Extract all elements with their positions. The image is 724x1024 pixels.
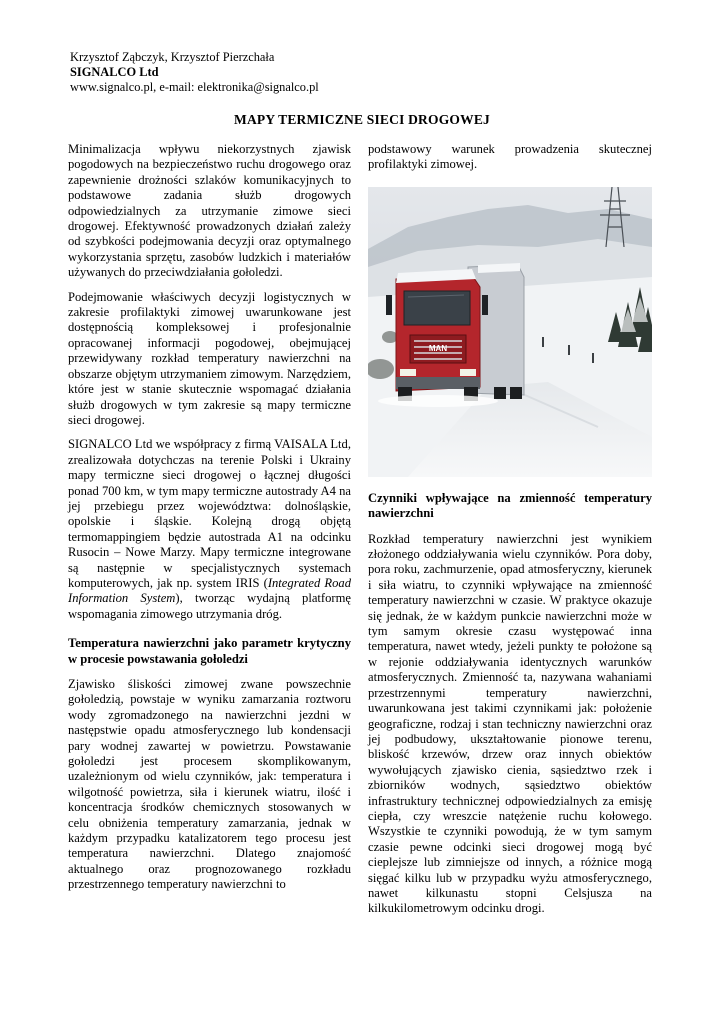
section-heading-temperature: Temperatura nawierzchni jako parametr krytyczny w procesie powstawania gołoledzi <box>68 636 351 666</box>
iris-expansion: Integrated Road Information System <box>68 575 351 606</box>
paragraph-decisions: Podejmowanie właściwych decyzji logistycznych w zakresie profilaktyki zimowej uwarunkowane jest dostępnością kompleksowej i profesjonalnie opracowanej informacji pogodowej, obejmującej przewidywany rozkład temperatury nawierzchni na obszarze objętym utrzymaniem zimowym. Narzędziem, które jest w stanie skutecznie wspomagać działania służb drogowych w tym zakresie są mapy termiczne sieci drogowej. <box>68 289 351 427</box>
paragraph-signalco <box>68 437 351 622</box>
paragraph-signalco-text-a: SIGNALCO Ltd we współpracy z firmą VAISALA Ltd, zrealizowała dotychczas na terenie Polski i Ukrainy mapy termiczne sieci drogowej o łącznej długości ponad 700 km, w tym mapy termiczne autostrady A4 na jej przebiegu przez województwa: dolnośląskie, opolskie i śląskie. Kolejną drogą objętą termomappingiem będzie autostrada A1 na odcinku Rusocin – Nowe Marzy. Mapy termiczne integrowane są następnie w specjalistycznych systemach komputerowych, jak np. system IRIS ( <box>68 437 351 590</box>
authors: Krzysztof Ząbczyk, Krzysztof Pierzchała <box>70 50 275 64</box>
section-heading-factors: Czynniki wpływające na zmienność temperatury nawierzchni <box>368 490 652 521</box>
paragraph-signalco-text-b: ), tworząc wydajną platformę wspomagania zimowego utrzymania dróg. <box>68 591 351 621</box>
truck-brand-label: MAN <box>428 343 448 353</box>
paragraph-continuation: podstawowy warunek prowadzenia skutecznej profilaktyki zimowej. <box>368 142 652 172</box>
author-header <box>70 50 319 95</box>
truck-winter-photo <box>368 187 652 477</box>
left-column <box>68 142 351 902</box>
paragraph-factors: Rozkład temperatury nawierzchni jest wynikiem złożonego oddziaływania wielu czynników. Pora doby, pora roku, zachmurzenie, opad atmosferyczny, kierunek i siła wiatru, to czynniki wpływające na zmienność temperatury nawierzchni w czasie. W praktyce okazuje się jednak, że w każdym punkcie nawierzchni może w tym samym okresie czasu występować inna temperatura, nawet wtedy, jeżeli punkty te położone są w rejonie oddziaływania identycznych warunków atmosferycznych. Zmienność ta, nazywana wahaniami przestrzennymi temperatury nawierzchni, uwarunkowana jest takimi czynnikami jak: położenie geograficzne, rodzaj i stan techniczny nawierzchni oraz jej podbudowy, ukształtowanie pionowe terenu, bliskość krzewów, drzew oraz innych obiektów wywołujących zjawisko cienia, sąsiedztwo rzek i zbiorników wodnych, sąsiedztwo obiektów infrastruktury technicznej odpowiedzialnych za emisję ciepła, czy wreszcie natężenie ruchu kołowego. Wszystkie te czynniki powodują, że w tym samym czasie pewne odcinki sieci drogowej mogą być cieplejsze lub zimniejsze od innych, a różnice mogą sięgać kilku lub w przypadku wyżu atmosferycznego, nawet kilkunastu stopni Celsjusza na kilkukilometrowym odcinku drogi. <box>368 531 652 916</box>
right-column <box>368 142 652 926</box>
company-name: SIGNALCO Ltd <box>70 65 159 79</box>
paragraph-intro: Minimalizacja wpływu niekorzystnych zjawisk pogodowych na bezpieczeństwo ruchu drogowego oraz zapewnienie drożności szlaków komunikacyjnych to podstawowe zadania służb drogowych odpowiedzialnych za utrzymanie zimowe sieci drogowej. Efektywność prowadzonych działań zależy od szybkości podejmowania decyzji oraz optymalnego wykorzystania sprzętu, zasobów ludzkich i materiałów używanych do przeciwdziałania gołoledzi. <box>68 142 351 280</box>
document-title: MAPY TERMICZNE SIECI DROGOWEJ <box>234 112 490 127</box>
paragraph-ice: Zjawisko śliskości zimowej zwane powszechnie gołoledzią, powstaje w wyniku zamarzania roztworu wody zgromadzonego na nawierzchni jezdni w następstwie opadu atmosferycznego lub kondensacji pary wodnej zawartej w powietrzu. Powstawanie gołoledzi jest procesem skomplikowanym, uzależnionym od wielu czynników, jak: temperatura i wilgotność powietrza, siła i kierunek wiatru, ilość i koncentracja środków chemicznych stosowanych w celu obniżenia temperatury zamarzania, jednak w każdym przypadku katalizatorem tego procesu jest temperatura nawierzchni. Dlatego znajomość aktualnego oraz prognozowanego rozkładu przestrzennego temperatury nawierzchni to <box>68 677 351 892</box>
contact-info: www.signalco.pl, e-mail: elektronika@signalco.pl <box>70 80 319 94</box>
